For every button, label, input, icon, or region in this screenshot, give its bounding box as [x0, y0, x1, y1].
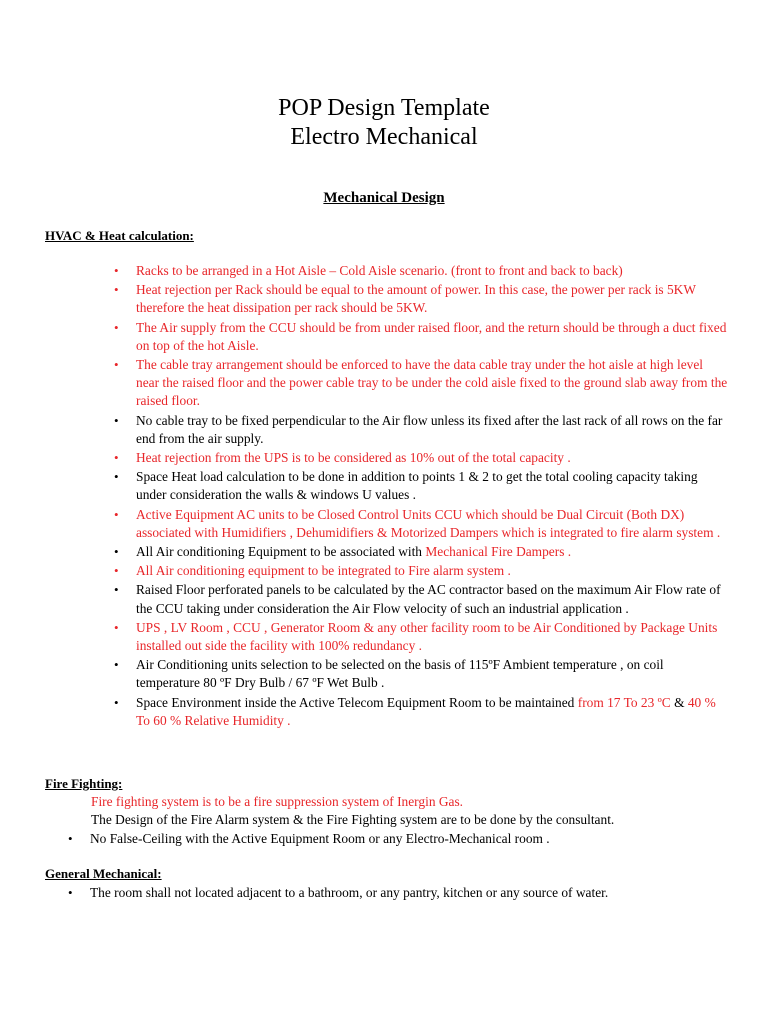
list-item [114, 543, 728, 561]
bullet-icon: • [114, 450, 119, 466]
fire-fighting-heading: Fire Fighting: [45, 776, 123, 791]
list-item [114, 412, 728, 448]
list-item-text: from 17 To 23 ºC [577, 694, 675, 710]
bullet-icon: • [114, 263, 119, 278]
list-item-text: & [674, 694, 688, 710]
list-item [114, 468, 728, 504]
list-item [114, 506, 728, 542]
list-item-text: The room shall not located adjacent to a bathroom, or any pantry, kitchen or any source of water. [90, 885, 609, 900]
list-item-text: The cable tray arrangement should be enforced to have the data cable tray under the hot aisle at high level near the raised floor and the power cable tray to be under the cold aisle fixed to the ground slab away from the raised floor. [136, 357, 728, 409]
bullet-icon: • [114, 282, 119, 298]
list-item [114, 619, 728, 655]
list-item-text: UPS , LV Room , CCU , Generator Room & any other facility room to be Air Conditioned by Package Units installed out side the facility with 100% redundancy . [136, 619, 718, 654]
bullet-icon: • [114, 582, 119, 598]
document-subtitle: Electro Mechanical [290, 124, 478, 150]
bullet-icon: • [114, 412, 119, 428]
list-item [114, 281, 728, 317]
list-item-text: Raised Floor perforated panels to be calculated by the AC contractor based on the maximum Air Flow rate of the CCU taking under consideration the Air Flow velocity of such an industrial application . [136, 582, 721, 616]
list-item [114, 356, 728, 411]
list-item [114, 449, 728, 467]
list-item [114, 562, 728, 580]
fire-fighting-line-1: Fire fighting system is to be a fire suppression system of Inergin Gas. [91, 794, 464, 809]
list-item-text: The Air supply from the CCU should be from under raised floor, and the return should be through a duct fixed on top of the hot Aisle. [136, 319, 727, 353]
general-mechanical-list [68, 884, 728, 903]
list-item [114, 694, 728, 730]
bullet-icon: • [114, 694, 119, 710]
list-item [114, 581, 728, 617]
list-item [114, 656, 728, 692]
bullet-icon: • [114, 657, 119, 673]
document-title: POP Design Template [278, 95, 490, 121]
list-item-text: Space Heat load calculation to be done in addition to points 1 & 2 to get the total cooling capacity taking under consideration the walls & windows U values . [136, 469, 698, 503]
bullet-icon: • [114, 563, 119, 579]
title-block [0, 94, 768, 152]
list-item-text: Heat rejection per Rack should be equal to the amount of power. In this case, the power per rack is 5KW therefore the heat dissipation per rack should be 5KW. [136, 282, 696, 316]
bullet-icon: • [114, 506, 119, 522]
list-item-text: Space Environment inside the Active Telecom Equipment Room to be maintained [136, 694, 578, 710]
bullet-icon: • [114, 319, 119, 335]
list-item-text: No False-Ceiling with the Active Equipment Room or any Electro-Mechanical room . [90, 831, 550, 846]
list-item-text: All Air conditioning equipment to be integrated to Fire alarm system . [136, 563, 511, 579]
list-item-text: No cable tray to be fixed perpendicular to the Air flow unless its fixed after the last rack of all rows on the far end from the air supply. [136, 412, 723, 446]
bullet-icon: • [114, 544, 119, 560]
bullet-icon: • [114, 469, 119, 485]
bullet-icon: • [114, 357, 119, 373]
list-item-text: All Air conditioning Equipment to be associated with [136, 544, 426, 560]
list-item-text: Air Conditioning units selection to be selected on the basis of 115ºF Ambient temperature , on coil temperature 80 ºF Dry Bulb / 67 ºF Wet Bulb . [136, 657, 664, 691]
list-item [68, 884, 728, 902]
fire-fighting-list [68, 830, 728, 849]
list-item [68, 830, 728, 848]
fire-fighting-line-2: The Design of the Fire Alarm system & the Fire Fighting system are to be done by the consultant. [91, 812, 615, 827]
list-item-text: Active Equipment AC units to be Closed Control Units CCU which should be Dual Circuit (Both DX) associated with Humidifiers , Dehumidifiers & Motorized Dampers which is integrated to fire alarm system . [136, 506, 721, 540]
list-item [114, 319, 728, 355]
bullet-icon: • [68, 831, 73, 846]
bullet-icon: • [68, 885, 73, 900]
list-item-text: Mechanical Fire Dampers . [425, 544, 572, 560]
list-item-text: Heat rejection from the UPS is to be considered as 10% out of the total capacity . [136, 450, 571, 466]
list-item-text: Racks to be arranged in a Hot Aisle – Cold Aisle scenario. (front to front and back to back) [136, 263, 623, 278]
list-item [114, 262, 728, 280]
section-heading-mechanical-design: Mechanical Design [323, 190, 445, 206]
general-mechanical-heading: General Mechanical: [45, 866, 162, 881]
bullet-icon: • [114, 619, 119, 635]
hvac-heading: HVAC & Heat calculation: [45, 228, 194, 243]
list-item-text: 40 % To 60 % Relative Humidity . [136, 694, 716, 728]
hvac-list [114, 262, 728, 731]
